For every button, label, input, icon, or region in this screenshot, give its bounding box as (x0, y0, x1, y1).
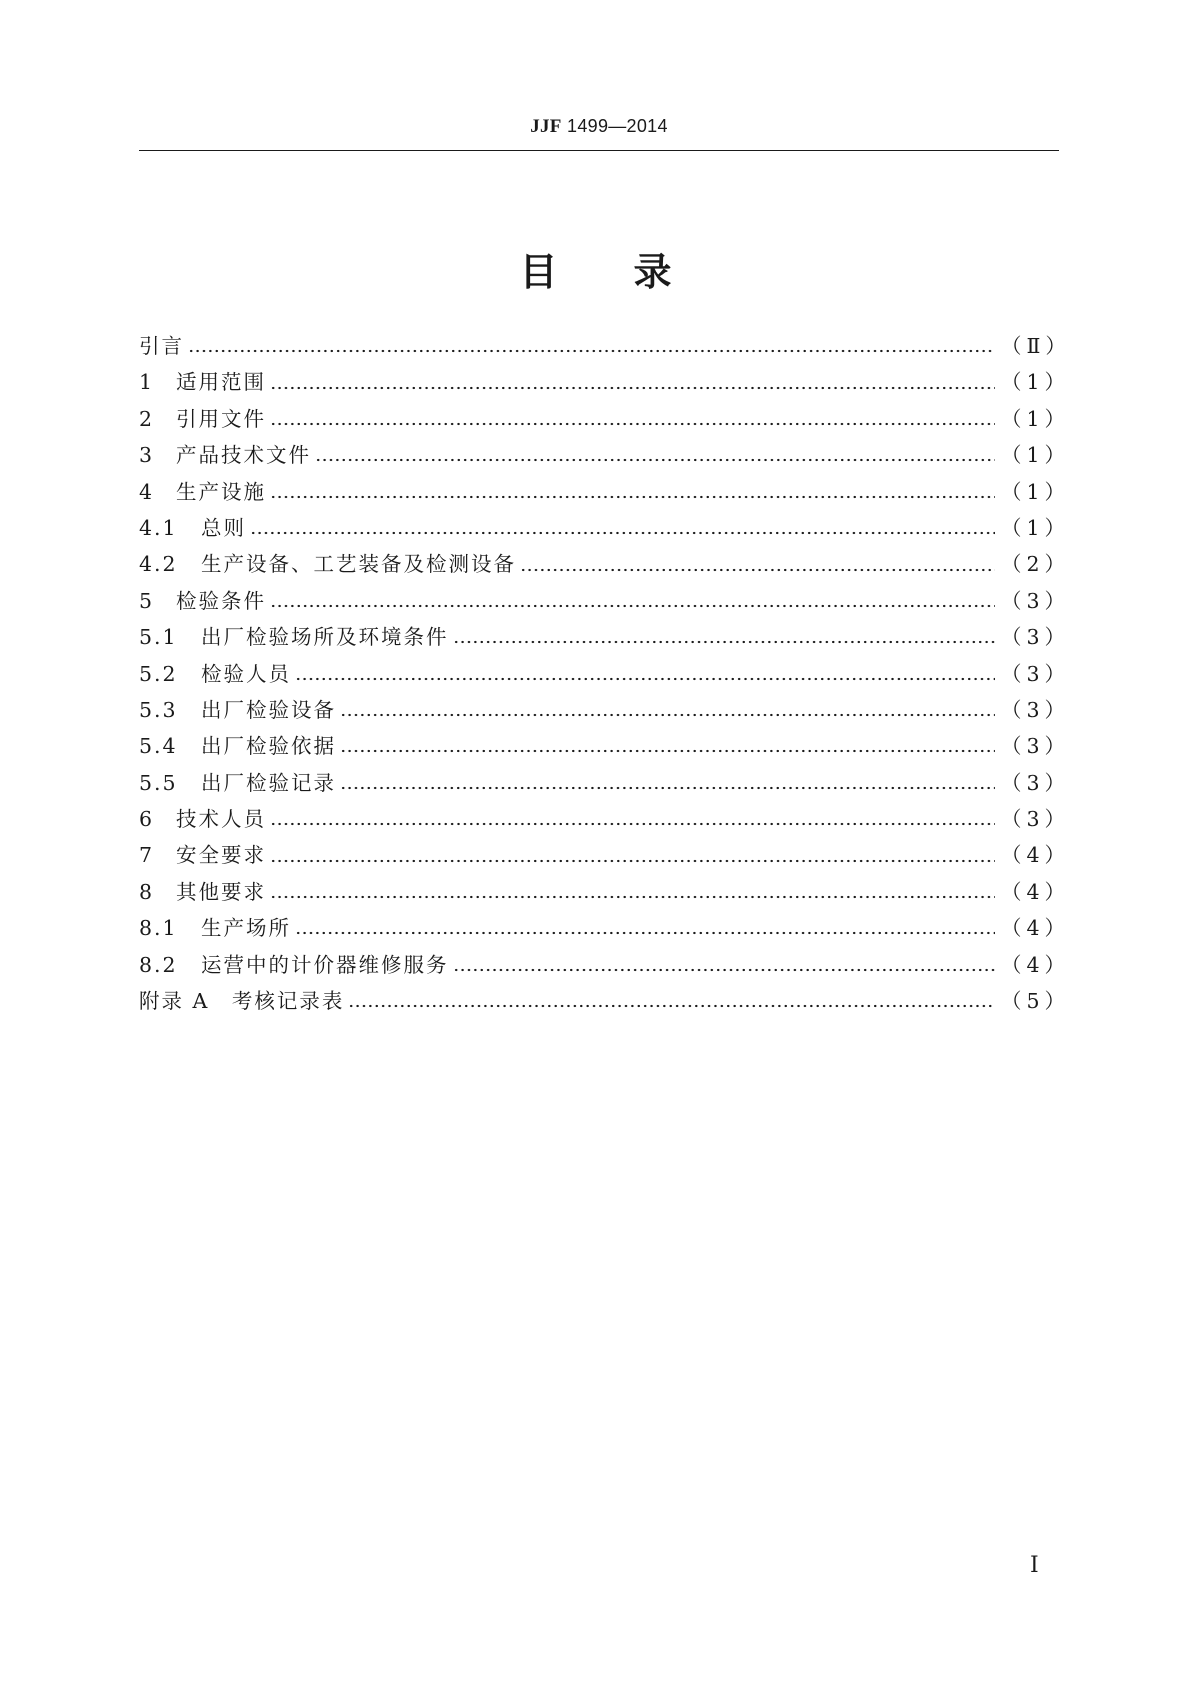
toc-entry-page: （3） (1001, 770, 1071, 795)
toc-entry-page: （3） (1001, 734, 1071, 759)
toc-entry[interactable] (139, 364, 1071, 400)
table-of-contents (139, 328, 1071, 1019)
toc-entry-page: （1） (1001, 479, 1071, 504)
dot-leader (270, 384, 995, 392)
page-number: Ⅰ (1030, 1552, 1039, 1577)
dot-leader (340, 747, 995, 755)
standard-number: 1499—2014 (567, 116, 668, 136)
dot-leader (340, 711, 995, 719)
toc-entry[interactable] (139, 837, 1071, 873)
toc-entry-number: 5 (139, 588, 155, 613)
toc-entry-label: 运营中的计价器维修服务 (201, 952, 449, 977)
dot-leader (270, 857, 995, 865)
dot-leader (295, 929, 995, 937)
toc-entry-number: 8 (139, 879, 155, 904)
dot-leader (453, 966, 996, 974)
dot-leader (453, 638, 996, 646)
toc-entry-number: 4.1 (139, 515, 178, 540)
toc-entry-label: 附录 A 考核记录表 (139, 989, 345, 1014)
toc-entry-page: （2） (1001, 552, 1071, 577)
toc-entry-label: 出厂检验设备 (201, 697, 336, 722)
toc-entry-number: 5.2 (139, 661, 178, 686)
toc-entry-page: （4） (1001, 952, 1071, 977)
toc-entry-page: （3） (1001, 588, 1071, 613)
toc-entry-page: （1） (1001, 443, 1071, 468)
toc-entry[interactable] (139, 583, 1071, 619)
toc-entry-number: 4 (139, 479, 155, 504)
toc-entry[interactable] (139, 474, 1071, 510)
toc-entry-number: 8.1 (139, 916, 178, 941)
toc-entry[interactable] (139, 910, 1071, 946)
toc-entry[interactable] (139, 801, 1071, 837)
toc-entry-number: 1 (139, 370, 155, 395)
toc-entry-label: 出厂检验记录 (201, 770, 336, 795)
toc-entry-label: 适用范围 (176, 370, 266, 395)
toc-entry-page: （3） (1001, 625, 1071, 650)
toc-entry-number: 8.2 (139, 952, 178, 977)
toc-entry-label: 出厂检验依据 (201, 734, 336, 759)
toc-entry-number: 5.1 (139, 625, 178, 650)
dot-leader (270, 893, 995, 901)
toc-entry-number: 4.2 (139, 552, 178, 577)
dot-leader (270, 820, 995, 828)
toc-entry[interactable] (139, 983, 1071, 1019)
toc-entry[interactable] (139, 546, 1071, 582)
toc-entry-page: （1） (1001, 406, 1071, 431)
toc-entry-page: （4） (1001, 916, 1071, 941)
toc-entry-page: （1） (1001, 370, 1071, 395)
toc-entry-page: （4） (1001, 843, 1071, 868)
toc-entry[interactable] (139, 947, 1071, 983)
toc-entry-number: 7 (139, 843, 155, 868)
toc-entry-label: 生产场所 (201, 916, 291, 941)
running-header (139, 116, 1059, 138)
toc-entry-number: 5.3 (139, 697, 178, 722)
toc-entry[interactable] (139, 437, 1071, 473)
toc-entry-page: （1） (1001, 515, 1071, 540)
toc-entry[interactable] (139, 656, 1071, 692)
toc-entry[interactable] (139, 510, 1071, 546)
dot-leader (250, 529, 995, 537)
toc-entry-page: （4） (1001, 879, 1071, 904)
toc-entry-number: 2 (139, 406, 155, 431)
toc-entry[interactable] (139, 728, 1071, 764)
toc-entry[interactable] (139, 401, 1071, 437)
dot-leader (340, 784, 995, 792)
dot-leader (520, 566, 995, 574)
toc-entry-page: （3） (1001, 807, 1071, 832)
toc-entry[interactable] (139, 692, 1071, 728)
standard-prefix: JJF (530, 116, 562, 137)
toc-entry-label: 其他要求 (176, 879, 266, 904)
toc-entry-label: 产品技术文件 (176, 443, 311, 468)
header-rule (139, 150, 1059, 151)
toc-entry[interactable] (139, 619, 1071, 655)
dot-leader (295, 675, 995, 683)
dot-leader (315, 456, 995, 464)
toc-entry-page: （Ⅱ） (1001, 334, 1071, 358)
toc-entry[interactable] (139, 765, 1071, 801)
dot-leader (270, 493, 995, 501)
dot-leader (270, 602, 995, 610)
page-title: 目 录 (519, 250, 672, 294)
toc-entry-label: 总则 (201, 515, 246, 540)
toc-entry-label: 检验人员 (201, 661, 291, 686)
toc-entry-number: 6 (139, 807, 155, 832)
dot-leader (270, 420, 995, 428)
toc-entry-label: 检验条件 (176, 588, 266, 613)
toc-entry-label: 引用文件 (176, 406, 266, 431)
toc-entry[interactable] (139, 874, 1071, 910)
toc-entry-label: 安全要求 (176, 843, 266, 868)
toc-entry-label: 技术人员 (176, 807, 266, 832)
toc-entry-label: 出厂检验场所及环境条件 (201, 625, 449, 650)
toc-entry-label: 生产设备、工艺装备及检测设备 (201, 552, 516, 577)
toc-entry-number: 5.5 (139, 770, 178, 795)
toc-entry-page: （5） (1001, 989, 1071, 1014)
toc-entry[interactable] (139, 328, 1071, 364)
toc-entry-label: 引言 (139, 334, 184, 358)
toc-entry-label: 生产设施 (176, 479, 266, 504)
toc-entry-page: （3） (1001, 661, 1071, 686)
toc-entry-number: 3 (139, 443, 155, 468)
toc-entry-page: （3） (1001, 697, 1071, 722)
dot-leader (348, 1002, 995, 1010)
dot-leader (188, 347, 995, 355)
toc-entry-number: 5.4 (139, 734, 178, 759)
